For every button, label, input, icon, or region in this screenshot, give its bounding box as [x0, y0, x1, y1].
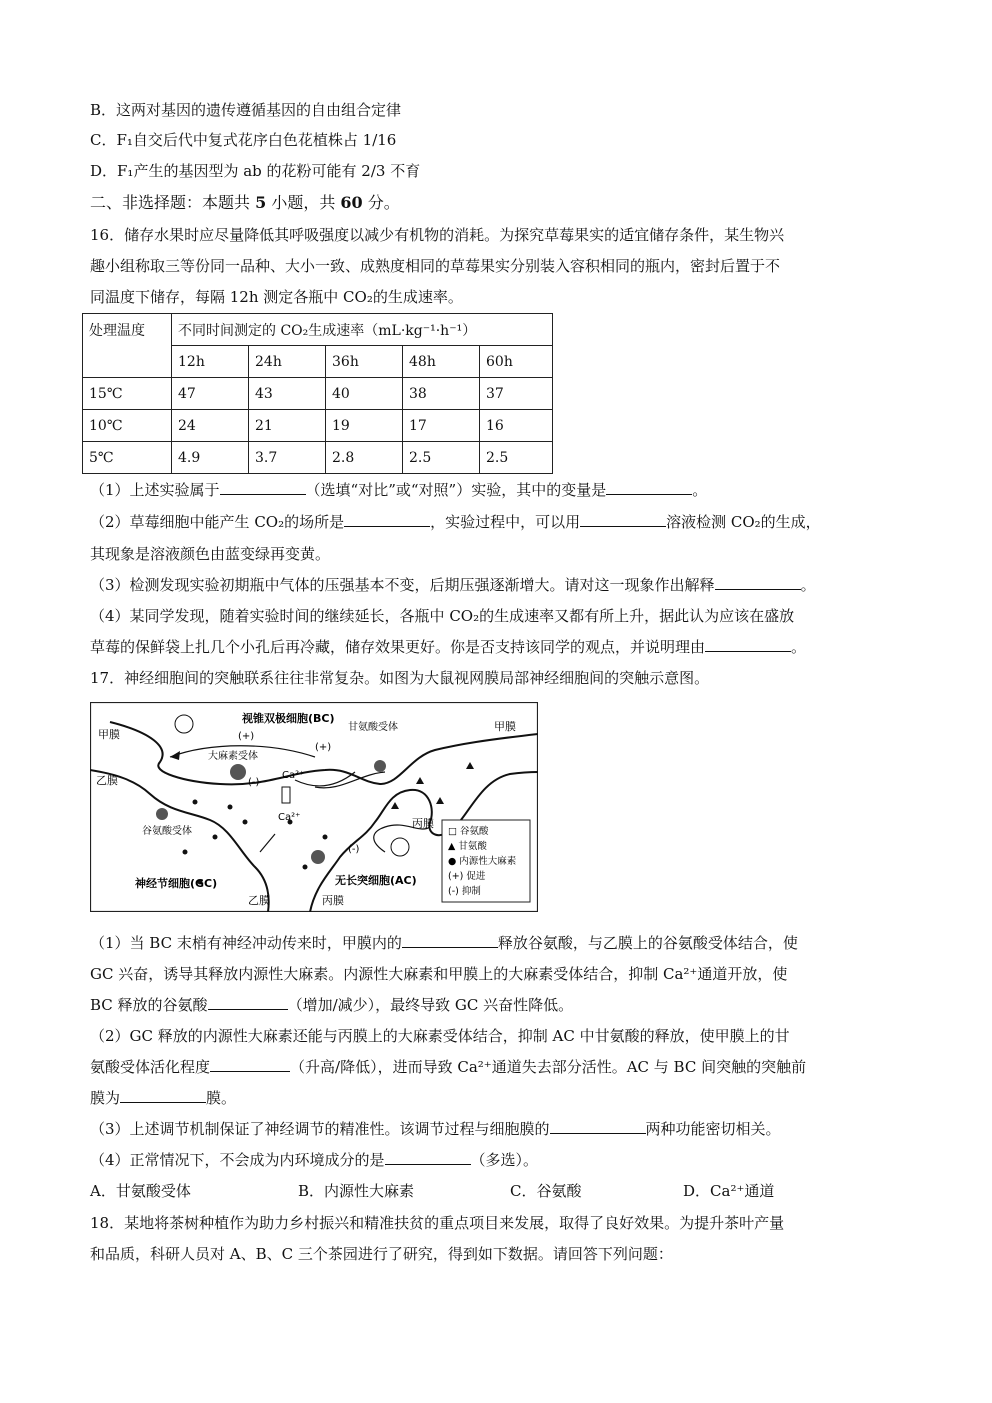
value-cell: 21 — [249, 410, 326, 442]
q17-part2-cont2: 膜为 膜。 — [90, 1089, 237, 1107]
label-bc: 视锥双极细胞(BC) — [242, 712, 335, 725]
value-cell: 17 — [403, 410, 480, 442]
time-header: 48h — [403, 346, 480, 378]
label-yi: 乙膜 — [96, 774, 118, 787]
value-cell: 37 — [480, 378, 553, 410]
q16-part2: （2）草莓细胞中能产生 CO₂的场所是 ，实验过程中，可以用 溶液检测 CO₂的生成， — [90, 513, 821, 531]
temp-cell: 15℃ — [83, 378, 172, 410]
time-header: 12h — [172, 346, 249, 378]
label-bing: 丙膜 — [412, 817, 434, 830]
temp-cell: 5℃ — [83, 442, 172, 474]
value-cell: 47 — [172, 378, 249, 410]
label-plus: (+) — [238, 731, 255, 742]
label-jia: 甲膜 — [98, 728, 120, 741]
answer-blank[interactable] — [385, 1150, 471, 1165]
answer-blank[interactable] — [120, 1088, 206, 1103]
time-header: 24h — [249, 346, 326, 378]
value-cell: 38 — [403, 378, 480, 410]
label-bing: 丙膜 — [322, 894, 344, 907]
q17-part1-cont2: BC 释放的谷氨酸 （增加/减少），最终导致 GC 兴奋性降低。 — [90, 996, 574, 1014]
q17-option-d: D．Ca²⁺通道 — [683, 1182, 775, 1200]
value-cell: 2.8 — [326, 442, 403, 474]
q17-option-b: B．内源性大麻素 — [298, 1182, 415, 1200]
answer-blank[interactable] — [402, 933, 498, 948]
label-ca: Ca²⁺ — [282, 770, 305, 781]
label-minus: (-) — [348, 844, 360, 855]
section-heading: 二、非选择题：本题共 5 小题，共 60 分。 — [90, 193, 400, 212]
label-cb-receptor: 大麻素受体 — [208, 751, 258, 762]
q17-part1-cont: GC 兴奋，诱导其释放内源性大麻素。内源性大麻素和甲膜上的大麻素受体结合，抑制 Ca²⁺通道开放，使 — [90, 965, 788, 983]
label-minus: (-) — [248, 777, 260, 788]
q17-intro: 17．神经细胞间的突触联系往往非常复杂。如图为大鼠视网膜局部神经细胞间的突触示意图。 — [90, 669, 710, 687]
synapse-diagram — [90, 702, 538, 912]
legend-item: ● 内源性大麻素 — [448, 856, 517, 867]
label-gly-receptor: 甘氨酸受体 — [348, 722, 398, 733]
value-cell: 40 — [326, 378, 403, 410]
time-header: 60h — [480, 346, 553, 378]
q17-option-a: A．甘氨酸受体 — [90, 1182, 191, 1200]
answer-blank[interactable] — [715, 575, 801, 590]
table-corner: 处理温度 — [83, 314, 172, 378]
answer-blank[interactable] — [606, 480, 692, 495]
legend-item: (-) 抑制 — [448, 886, 481, 897]
q17-part4: （4）正常情况下，不会成为内环境成分的是 （多选）。 — [90, 1151, 539, 1169]
glu-receptor-icon — [156, 808, 168, 820]
label-plus: (+) — [315, 742, 332, 753]
answer-blank[interactable] — [220, 480, 306, 495]
value-cell: 16 — [480, 410, 553, 442]
q18-line2: 和品质，科研人员对 A、B、C 三个茶园进行了研究，得到如下数据。请回答下列问题： — [90, 1245, 673, 1263]
label-gc: 神经节细胞(GC) — [135, 877, 218, 890]
q16-part4: （4）某同学发现，随着实验时间的继续延长，各瓶中 CO₂的生成速率又都有所上升，据此认为应该在盛放 — [90, 607, 795, 625]
cb-receptor-icon — [311, 850, 325, 864]
label-ca: Ca²⁺ — [278, 812, 301, 823]
q16-part4-cont: 草莓的保鲜袋上扎几个小孔后再冷藏，储存效果更好。你是否支持该同学的观点，并说明理由 。 — [90, 638, 807, 656]
label-yi: 乙膜 — [248, 894, 270, 907]
table-row — [83, 378, 553, 410]
option-c: C．F₁自交后代中复式花序白色花植株占 1/16 — [90, 131, 397, 149]
q16-part2-cont: 其现象是溶液颜色由蓝变绿再变黄。 — [90, 545, 331, 563]
legend-item: □ 谷氨酸 — [448, 826, 489, 837]
option-b: B．这两对基因的遗传遵循基因的自由组合定律 — [90, 101, 402, 119]
answer-blank[interactable] — [344, 512, 430, 527]
answer-blank[interactable] — [210, 1057, 290, 1072]
answer-blank[interactable] — [580, 512, 666, 527]
value-cell: 2.5 — [403, 442, 480, 474]
value-cell: 19 — [326, 410, 403, 442]
value-cell: 24 — [172, 410, 249, 442]
q17-part1: （1）当 BC 末梢有神经冲动传来时，甲膜内的 释放谷氨酸，与乙膜上的谷氨酸受体结合，使 — [90, 934, 798, 952]
table-row — [83, 442, 553, 474]
value-cell: 2.5 — [480, 442, 553, 474]
temp-cell: 10℃ — [83, 410, 172, 442]
q17-part3: （3）上述调节机制保证了神经调节的精准性。该调节过程与细胞膜的 两种功能密切相关。 — [90, 1120, 781, 1138]
q18-line1: 18．某地将茶树种植作为助力乡村振兴和精准扶贫的重点项目来发展，取得了良好效果。为提升茶叶产量 — [90, 1214, 785, 1232]
answer-blank[interactable] — [705, 637, 791, 652]
label-ac: 无长突细胞(AC) — [335, 874, 417, 887]
legend-item: ▲ 甘氨酸 — [448, 841, 487, 852]
label-jia: 甲膜 — [494, 720, 516, 733]
value-cell: 3.7 — [249, 442, 326, 474]
answer-blank[interactable] — [550, 1119, 646, 1134]
answer-blank[interactable] — [208, 995, 288, 1010]
co2-rate-table — [82, 313, 553, 474]
q16-part3: （3）检测发现实验初期瓶中气体的压强基本不变，后期压强逐渐增大。请对这一现象作出解释 。 — [90, 576, 816, 594]
q16-line2: 趣小组称取三等份同一品种、大小一致、成熟度相同的草莓果实分别装入容积相同的瓶内，密封后置于不 — [90, 257, 781, 275]
q17-part2-cont: 氨酸受体活化程度 （升高/降低），进而导致 Ca²⁺通道失去部分活性。AC 与 BC 间突触的突触前 — [90, 1058, 807, 1076]
table-header: 不同时间测定的 CO₂生成速率（mL·kg⁻¹·h⁻¹） — [172, 314, 553, 346]
gly-receptor-icon — [374, 760, 386, 772]
cb-receptor-icon — [230, 764, 246, 780]
q16-line3: 同温度下储存，每隔 12h 测定各瓶中 CO₂的生成速率。 — [90, 288, 463, 306]
q16-part1: （1）上述实验属于 （选填“对比”或“对照”）实验，其中的变量是 。 — [90, 481, 708, 499]
option-d: D．F₁产生的基因型为 ab 的花粉可能有 2/3 不育 — [90, 162, 421, 180]
value-cell: 43 — [249, 378, 326, 410]
q16-line1: 16．储存水果时应尽量降低其呼吸强度以减少有机物的消耗。为探究草莓果实的适宜储存条件，某生物兴 — [90, 226, 785, 244]
legend-item: (+) 促进 — [448, 871, 486, 882]
value-cell: 4.9 — [172, 442, 249, 474]
label-glu-receptor: 谷氨酸受体 — [142, 826, 192, 837]
table-row — [83, 410, 553, 442]
time-header: 36h — [326, 346, 403, 378]
q17-part2: （2）GC 释放的内源性大麻素还能与丙膜上的大麻素受体结合，抑制 AC 中甘氨酸的释放，使甲膜上的甘 — [90, 1027, 790, 1045]
q17-option-c: C．谷氨酸 — [510, 1182, 582, 1200]
